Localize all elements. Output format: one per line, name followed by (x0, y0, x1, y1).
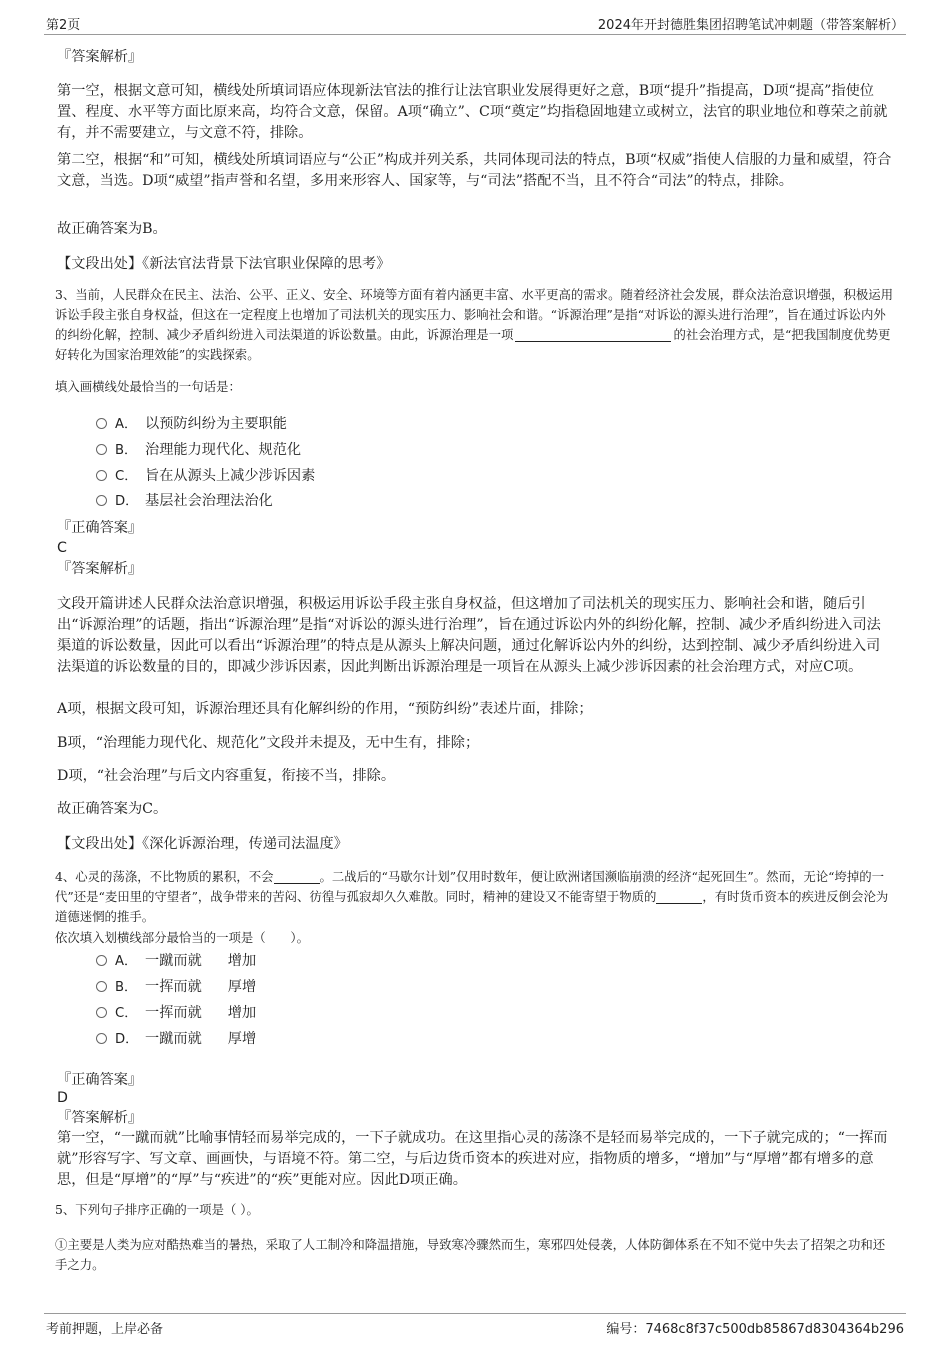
radio-icon[interactable] (96, 495, 107, 506)
q3-correct-label: 『正确答案』 (57, 520, 143, 536)
q3-option-c[interactable]: C． 旨在从源头上减少涉诉因素 (96, 465, 315, 487)
q3-analysis-p3: B项，“治理能力现代化、规范化”文段并未提及，无中生有，排除； (57, 735, 480, 751)
q4-option-b[interactable]: B． 一挥而就 厚增 (96, 976, 256, 998)
q3-conclusion: 故正确答案为C。 (57, 801, 168, 817)
q3-option-d[interactable]: D． 基层社会治理法治化 (96, 490, 273, 512)
q4-option-d[interactable]: D． 一蹴而就 厚增 (96, 1028, 256, 1050)
q4-blank-2 (656, 891, 702, 904)
radio-icon[interactable] (96, 444, 107, 455)
q2-source: 【文段出处】《新法官法背景下法官职业保障的思考》 (57, 256, 391, 272)
q3-analysis-p2: A项，根据文段可知，诉源治理还具有化解纠纷的作用，“预防纠纷”表述片面，排除； (57, 701, 593, 717)
q4-option-c[interactable]: C． 一挥而就 增加 (96, 1002, 256, 1024)
q3-option-b[interactable]: B． 治理能力现代化、规范化 (96, 439, 301, 461)
q4-prompt: 依次填入划横线部分最恰当的一项是（ ）。 (55, 930, 310, 945)
q4-analysis-label: 『答案解析』 (57, 1110, 143, 1126)
radio-icon[interactable] (96, 1007, 107, 1018)
q4-option-a[interactable]: A． 一蹴而就 增加 (96, 950, 256, 972)
radio-icon[interactable] (96, 470, 107, 481)
q2-analysis-label: 『答案解析』 (57, 49, 143, 65)
q2-analysis-p1: 第一空，根据文意可知，横线处所填词语应体现新法官法的推行让法官职业发展得更好之意，B项“提升”指提高，D项“提高”指使位置、程度、水平等方面比原来高，均符合文意，保留。A项“确立”、C项“奠定”均指稳固地建立或树立，法官的职业地位和尊荣之前就有，并不需要建立，与文意不符，排除。 (57, 83, 888, 141)
q5-sentence-1: ①主要是人类为应对酷热难当的暑热，采取了人工制冷和降温措施，导致寒冷骤然而生，寒邪四处侵袭，人体防御体系在不知不觉中失去了招架之功和还手之力。 (55, 1237, 886, 1272)
q4-correct-label: 『正确答案』 (57, 1072, 143, 1088)
q2-conclusion: 故正确答案为B。 (57, 221, 167, 237)
radio-icon[interactable] (96, 955, 107, 966)
q3-analysis-p4: D项，“社会治理”与后文内容重复，衔接不当，排除。 (57, 768, 396, 784)
q4-correct-answer: D (57, 1090, 68, 1106)
radio-icon[interactable] (96, 1033, 107, 1044)
page-footer (44, 1313, 906, 1338)
q3-analysis-label: 『答案解析』 (57, 561, 143, 577)
q4-blank-1 (274, 871, 320, 884)
q4-analysis-p1: 第一空，“一蹴而就”比喻事情轻而易举完成的，一下子就成功。在这里指心灵的荡涤不是轻而易举完成的，一下子就完成的；“一挥而就”形容写字、写文章、画画快，与语境不符。第二空，与后边货币资本的疾进对应，指物质的增多，“增加”与“厚增”都有增多的意思，但是“厚增”的“厚”与“疾进”的“疾”更能对应。因此D项正确。 (57, 1130, 888, 1188)
q3-prompt: 填入画横线处最恰当的一句话是： (55, 379, 241, 394)
page-number: 第2页 (46, 18, 81, 33)
q4-stem: 4、心灵的荡涤，不比物质的累积，不会 。二战后的“马歇尔计划”仅用时数年，便让欧洲诸国濒临崩溃的经济“起死回生”。然而，无论“垮掉的一代”还是“麦田里的守望者”，战争带来的苦闷、彷徨与孤寂却久久难散。同时，精神的建设又不能寄望于物质的 ，有时货币资本的疾进反倒会沦为道德迷惘的推手。 (55, 869, 889, 924)
q3-blank (515, 327, 671, 342)
q3-stem: 3、当前，人民群众在民主、法治、公平、正义、安全、环境等方面有着内涵更丰富、水平更高的需求。随着经济社会发展，群众法治意识增强，积极运用诉讼手段主张自身权益，但这在一定程度上也增加了司法机关的现实压力、影响社会和谐。“诉源治理”是指“对诉讼的源头进行治理”，旨在通过诉讼内外的纠纷化解，控制、减少矛盾纠纷进入司法渠道的诉讼数量。由此，诉源治理是一项 的社会治理方式，是“把我国制度优势更好转化为国家治理效能”的实践探索。 (55, 287, 894, 362)
page-header (44, 12, 906, 35)
footer-slogan: 考前押题，上岸必备 (46, 1322, 164, 1337)
q3-option-a[interactable]: A． 以预防纠纷为主要职能 (96, 413, 287, 435)
document-title: 2024年开封德胜集团招聘笔试冲刺题（带答案解析） (597, 18, 904, 33)
radio-icon[interactable] (96, 981, 107, 992)
q3-correct-answer: C (57, 540, 67, 556)
radio-icon[interactable] (96, 418, 107, 429)
q3-source: 【文段出处】《深化诉源治理，传递司法温度》 (57, 836, 348, 852)
document-id: 编号：7468c8f37c500db85867d8304364b296 (606, 1322, 904, 1337)
q2-analysis-p2: 第二空，根据“和”可知，横线处所填词语应与“公正”构成并列关系，共同体现司法的特点，B项“权威”指使人信服的力量和威望，符合文意，当选。D项“威望”指声誉和名望，多用来形容人、国家等，与“司法”搭配不当，且不符合“司法”的特点，排除。 (57, 152, 892, 189)
q5-stem: 5、下列句子排序正确的一项是（ ）。 (55, 1202, 259, 1217)
q3-analysis-p1: 文段开篇讲述人民群众法治意识增强，积极运用诉讼手段主张自身权益，但这增加了司法机关的现实压力、影响社会和谐，随后引出“诉源治理”的话题，指出“诉源治理”是指“对诉讼的源头进行治理”，旨在通过诉讼内外的纠纷化解，控制、减少矛盾纠纷进入司法渠道的诉讼数量，因此可以看出“诉源治理”的特点是从源头上解决问题，通过化解诉讼内外的纠纷，达到控制、减少矛盾纠纷进入司法渠道的诉讼数量的目的，即减少涉诉因素，因此判断出诉源治理是一项旨在从源头上减少涉诉因素的社会治理方式，对应C项。 (57, 596, 881, 675)
